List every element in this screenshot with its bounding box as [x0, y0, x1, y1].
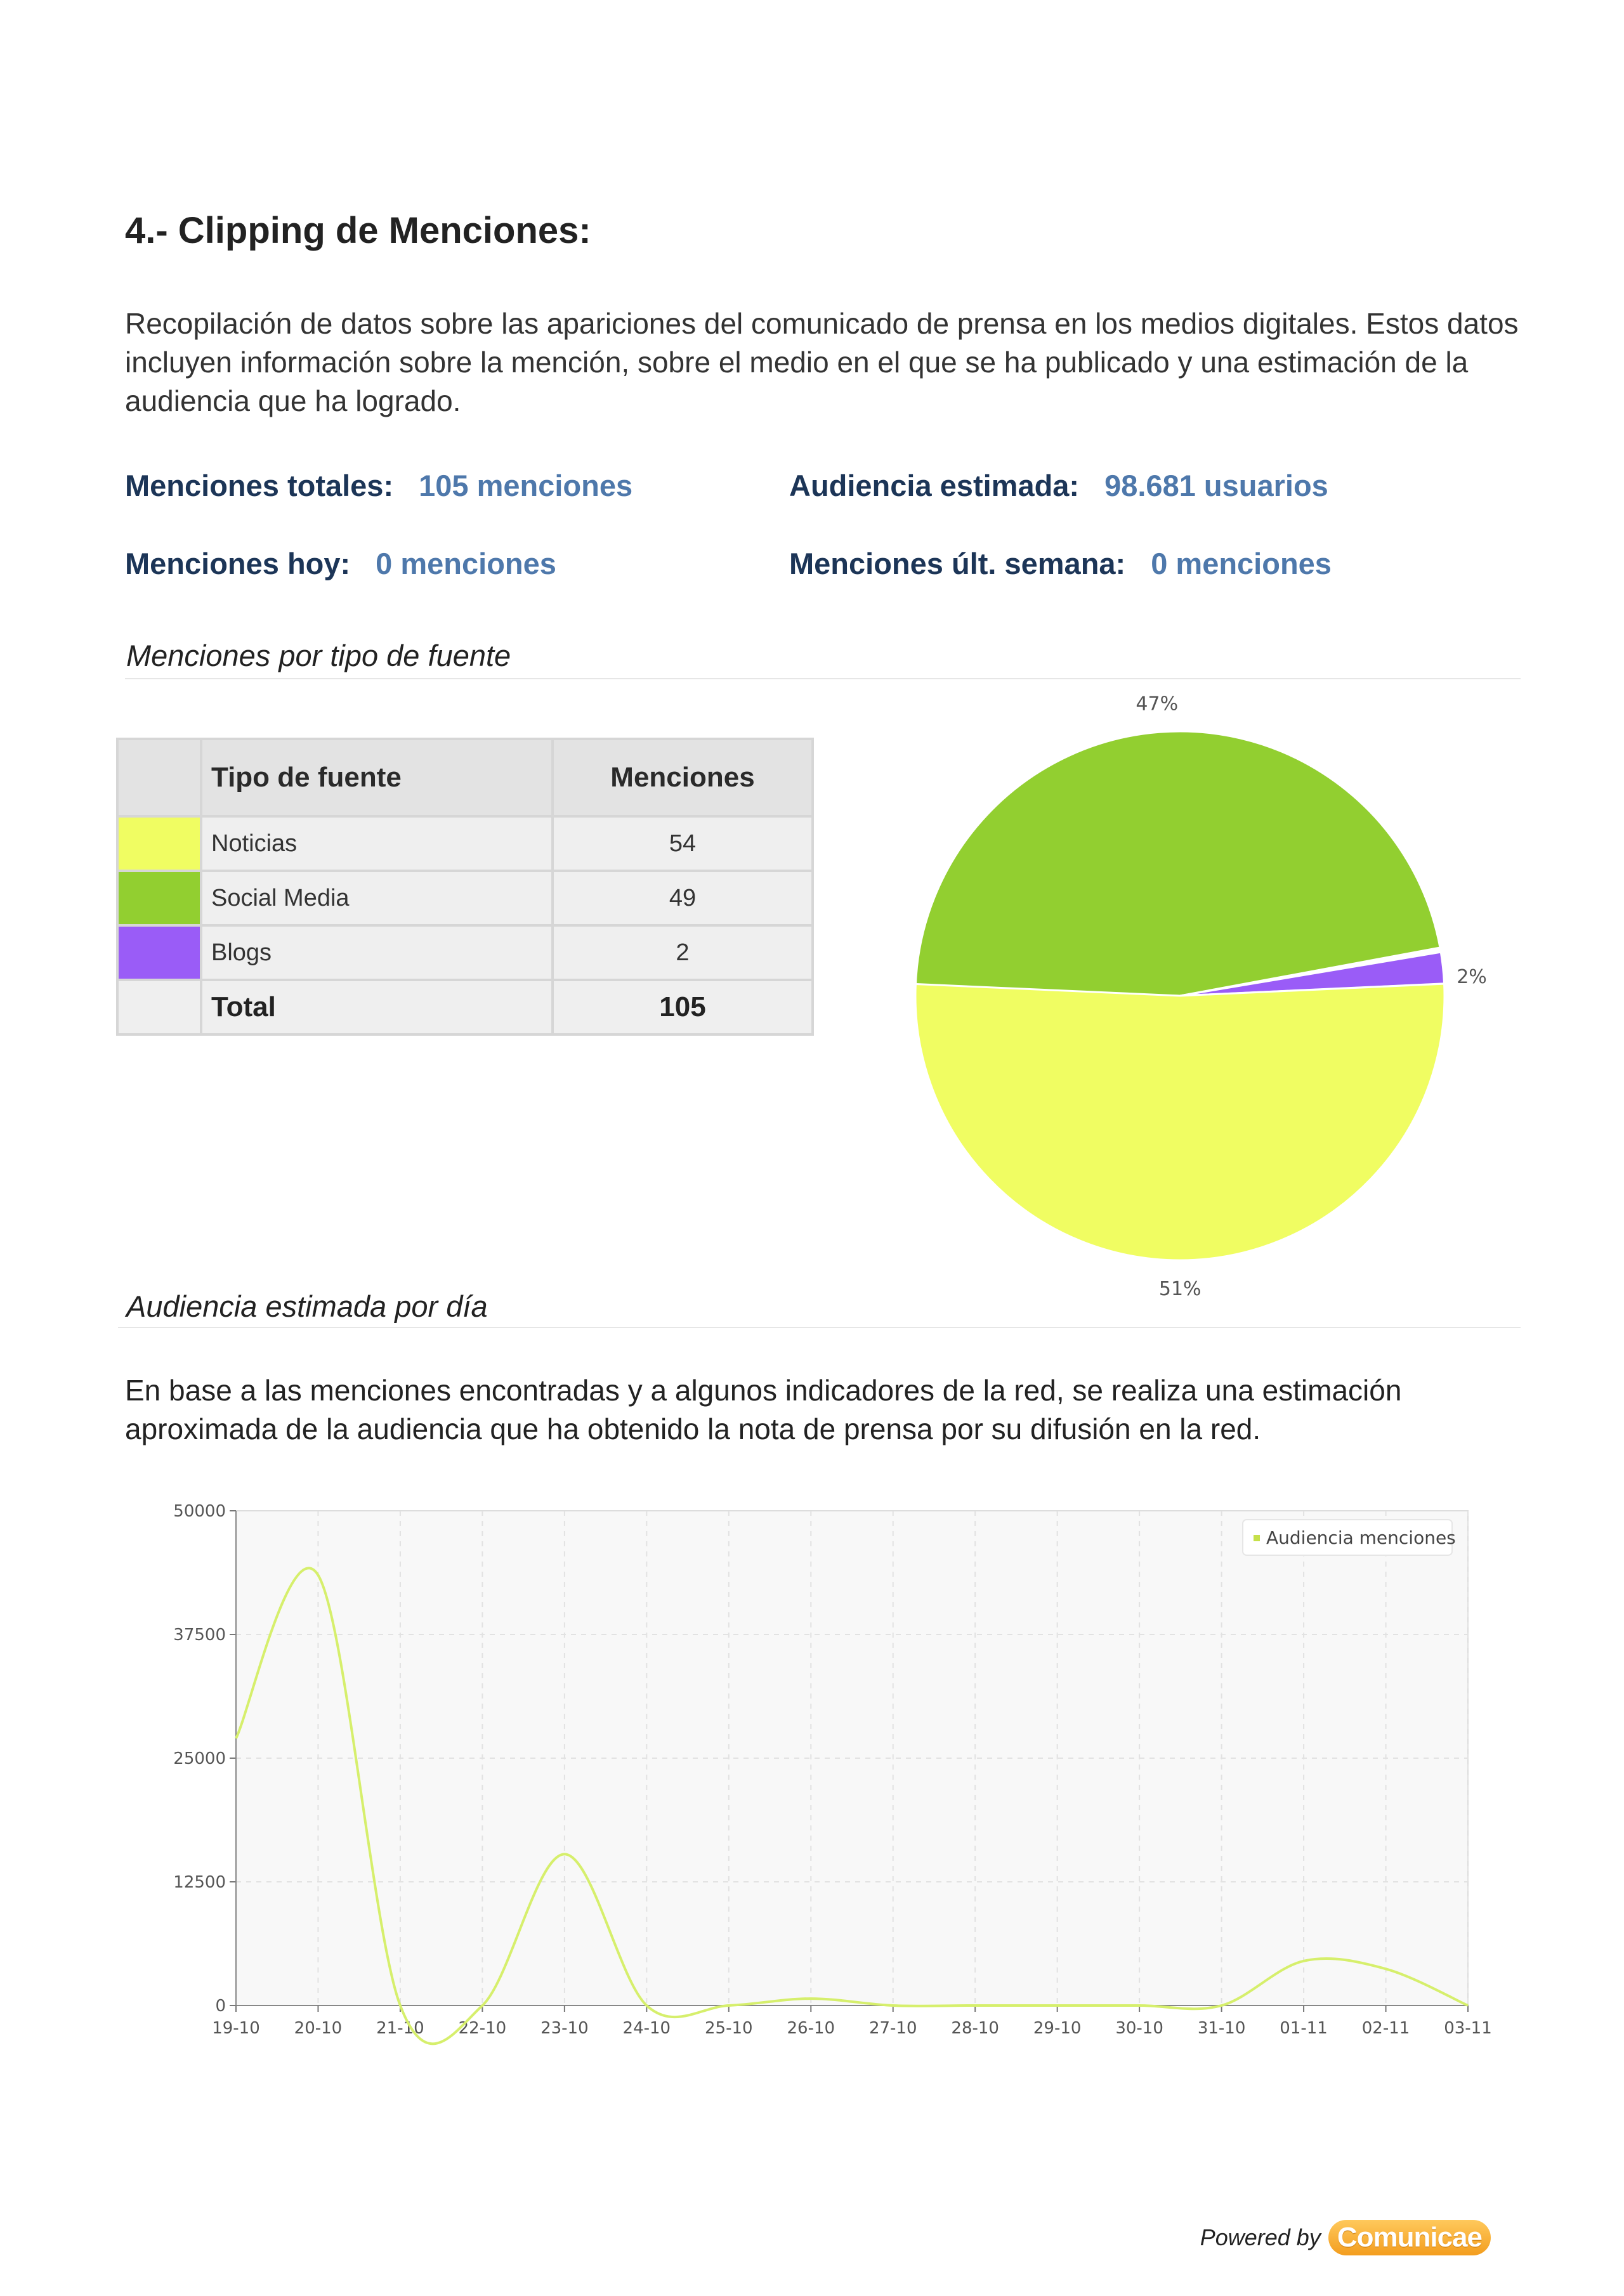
page-title: 4.- Clipping de Menciones:: [125, 210, 591, 251]
pie-label-noticias: 51%: [1158, 1278, 1202, 1297]
table-cell-name: Blogs: [201, 925, 553, 980]
y-tick-label: 12500: [173, 1873, 226, 1892]
y-tick-label: 37500: [173, 1626, 226, 1645]
x-tick-label: 26-10: [787, 2019, 835, 2038]
x-tick-label: 30-10: [1115, 2019, 1163, 2038]
x-tick-label: 25-10: [705, 2019, 753, 2038]
table-total-row: [117, 980, 813, 1034]
column-header-tipo: Tipo de fuente: [201, 739, 553, 816]
stat-value: 98.681 usuarios: [1104, 469, 1328, 502]
stat-label: Menciones totales:: [125, 469, 394, 502]
table-total-label: Total: [201, 980, 553, 1034]
stat-label: Menciones hoy:: [125, 547, 351, 580]
table-cell-name: Noticias: [201, 816, 553, 871]
pie-chart: [875, 695, 1510, 1297]
legend-swatch-social-media: [117, 871, 201, 925]
stat-label: Menciones últ. semana:: [789, 547, 1126, 580]
legend-marker: [1254, 1535, 1260, 1541]
table-row: [117, 871, 813, 925]
comunicae-logo: Comunicae: [1328, 2220, 1491, 2255]
line-chart: [152, 1484, 1516, 2055]
y-tick-label: 25000: [173, 1749, 226, 1768]
section-title-fuentes: Menciones por tipo de fuente: [126, 639, 511, 672]
table-header-row: [117, 739, 813, 816]
stat-audiencia-estimada: [789, 468, 1328, 503]
table-cell-value: 54: [553, 816, 813, 871]
x-tick-label: 31-10: [1197, 2019, 1246, 2038]
pie-label-blogs: 2%: [1457, 966, 1487, 988]
pie-label-social-media: 47%: [1136, 695, 1179, 715]
table-cell-value: 2: [553, 925, 813, 980]
legend-swatch-blogs: [117, 925, 201, 980]
table-row: [117, 816, 813, 871]
x-tick-label: 02-11: [1361, 2019, 1410, 2038]
swatch-header: [117, 739, 201, 816]
x-tick-label: 24-10: [622, 2019, 671, 2038]
y-tick-label: 0: [215, 1997, 226, 2016]
table-row: [117, 925, 813, 980]
legend-swatch-noticias: [117, 816, 201, 871]
x-tick-label: 23-10: [540, 2019, 589, 2038]
sources-table: [116, 738, 814, 1036]
legend-label: Audiencia menciones: [1266, 1527, 1456, 1548]
table-cell-value: 49: [553, 871, 813, 925]
chart-legend: [1243, 1520, 1456, 1555]
section-title-audiencia: Audiencia estimada por día: [126, 1289, 488, 1323]
stat-menciones-semana: [789, 546, 1332, 581]
divider: [118, 1327, 1521, 1328]
x-tick-label: 20-10: [294, 2019, 343, 2038]
pie-slice-noticias: [915, 984, 1444, 1260]
x-tick-label: 01-11: [1280, 2019, 1328, 2038]
x-tick-label: 21-10: [376, 2019, 424, 2038]
stat-value: 0 menciones: [376, 547, 556, 580]
divider: [125, 678, 1521, 679]
stat-value: 105 menciones: [419, 469, 633, 502]
powered-by-text: Powered by: [1200, 2224, 1321, 2250]
stat-menciones-totales: [125, 468, 632, 503]
x-tick-label: 22-10: [458, 2019, 507, 2038]
table-cell-name: Social Media: [201, 871, 553, 925]
pie-slice-social-media: [915, 731, 1440, 996]
column-header-menciones: Menciones: [553, 739, 813, 816]
audiencia-paragraph: En base a las menciones encontradas y a algunos indicadores de la red, se realiza una estimación aproximada de la audiencia que ha obtenido la nota de prensa por su difusión en la red.: [125, 1374, 1402, 1445]
stat-value: 0 menciones: [1151, 547, 1332, 580]
stat-menciones-hoy: [125, 546, 556, 581]
x-tick-label: 29-10: [1033, 2019, 1082, 2038]
intro-paragraph: Recopilación de datos sobre las apariciones del comunicado de prensa en los medios digitales. Estos datos incluyen información sobre la mención, sobre el medio en el que se ha publicado y una estimación de la audiencia que ha logrado.: [125, 307, 1519, 417]
x-tick-label: 19-10: [212, 2019, 260, 2038]
powered-by: [1200, 2220, 1491, 2255]
table-total-value: 105: [553, 980, 813, 1034]
stat-label: Audiencia estimada:: [789, 469, 1080, 502]
x-tick-label: 27-10: [868, 2019, 917, 2038]
x-tick-label: 03-11: [1444, 2019, 1492, 2038]
x-tick-label: 28-10: [951, 2019, 999, 2038]
swatch-empty: [117, 980, 201, 1034]
y-tick-label: 50000: [173, 1502, 226, 1521]
